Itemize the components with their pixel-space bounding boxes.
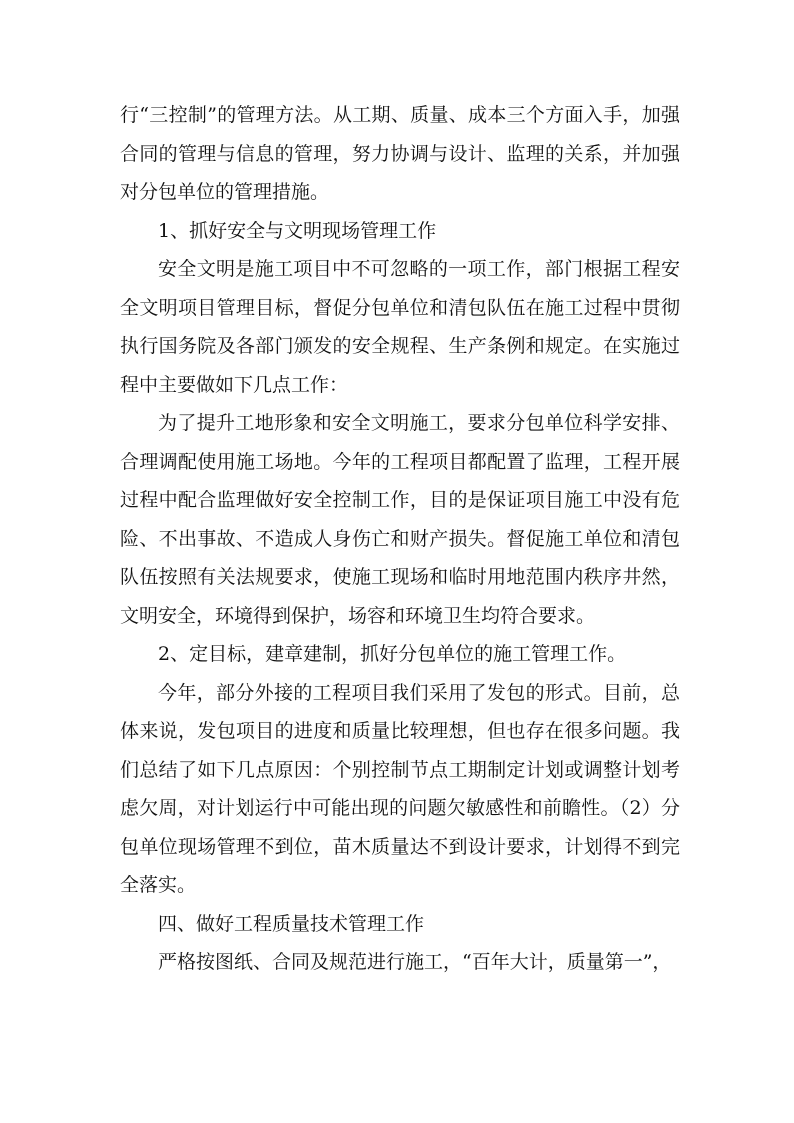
- paragraph-safety-civilized: 安全文明是施工项目中不可忽略的一项工作，部门根据工程安全文明项目管理目标，督促分包单位和清包队伍在施工过程中贯彻执行国务院及各部门颁发的安全规程、生产条例和规定。在实施过程中主要做如下几点工作：: [120, 258, 680, 396]
- heading-quality-technical: 四、做好工程质量技术管理工作: [158, 912, 425, 935]
- heading-subcontractor-management: 2、定目标，建章建制，抓好分包单位的施工管理工作。: [158, 643, 627, 665]
- paragraph-three-controls: 行“三控制”的管理方法。从工期、质量、成本三个方面入手，加强合同的管理与信息的管理，努力协调与设计、监理的关系，并加强对分包单位的管理措施。: [120, 104, 680, 203]
- heading-safety-civilized-site: 1、抓好安全与文明现场管理工作: [158, 219, 437, 242]
- paragraph-site-image: 为了提升工地形象和安全文明施工，要求分包单位科学安排、合理调配使用施工场地。今年的工程项目都配置了监理，工程开展过程中配合监理做好安全控制工作，目的是保证项目施工中没有危险、不出事故、不造成人身伤亡和财产损失。督促施工单位和清包队伍按照有关法规要求，使施工现场和临时用地范围内秩序井然，文明安全，环境得到保护，场容和环境卫生均符合要求。: [120, 412, 680, 627]
- paragraph-subcontract-issues: 今年，部分外接的工程项目我们采用了发包的形式。目前，总体来说，发包项目的进度和质量比较理想，但也存在很多问题。我们总结了如下几点原因：个别控制节点工期制定计划或调整计划考虑欠周，对计划运行中可能出现的问题欠敏感性和前瞻性。（2）分包单位现场管理不到位，苗木质量达不到设计要求，计划得不到完全落实。: [120, 681, 680, 896]
- paragraph-quality-first: 严格按图纸、合同及规范进行施工，“百年大计，质量第一”，: [158, 951, 672, 973]
- document-body: [120, 96, 680, 982]
